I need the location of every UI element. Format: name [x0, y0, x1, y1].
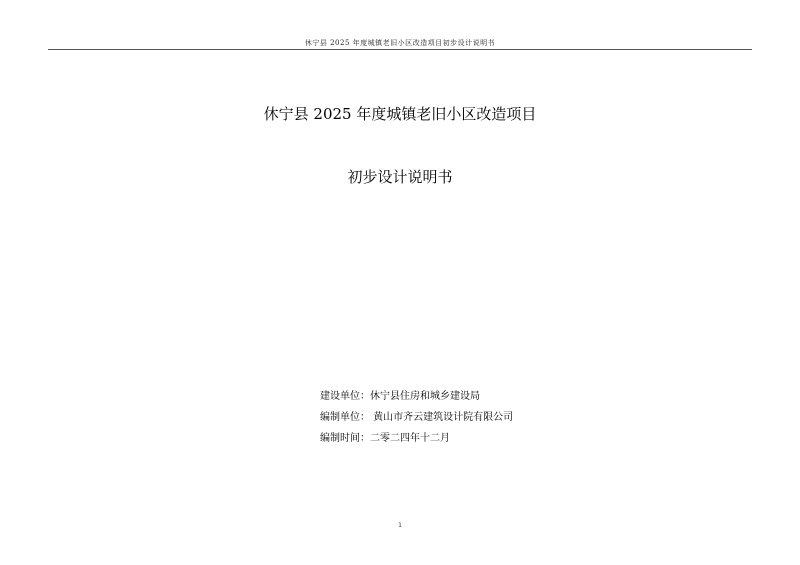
design-unit: 编制单位： 黄山市齐云建筑设计院有限公司: [320, 412, 514, 423]
compile-date: 编制时间：二零二四年十二月: [320, 433, 450, 444]
document-subtitle: 初步设计说明书: [347, 168, 453, 186]
header-rule: [48, 49, 752, 50]
running-header: 休宁县 2025 年度城镇老旧小区改造项目初步设计说明书: [304, 39, 496, 47]
builder-unit: 建设单位：休宁县住房和城乡建设局: [320, 391, 480, 402]
project-info: [320, 386, 513, 449]
page-number: 1: [398, 522, 402, 529]
document-title: 休宁县 2025 年度城镇老旧小区改造项目: [263, 105, 537, 123]
